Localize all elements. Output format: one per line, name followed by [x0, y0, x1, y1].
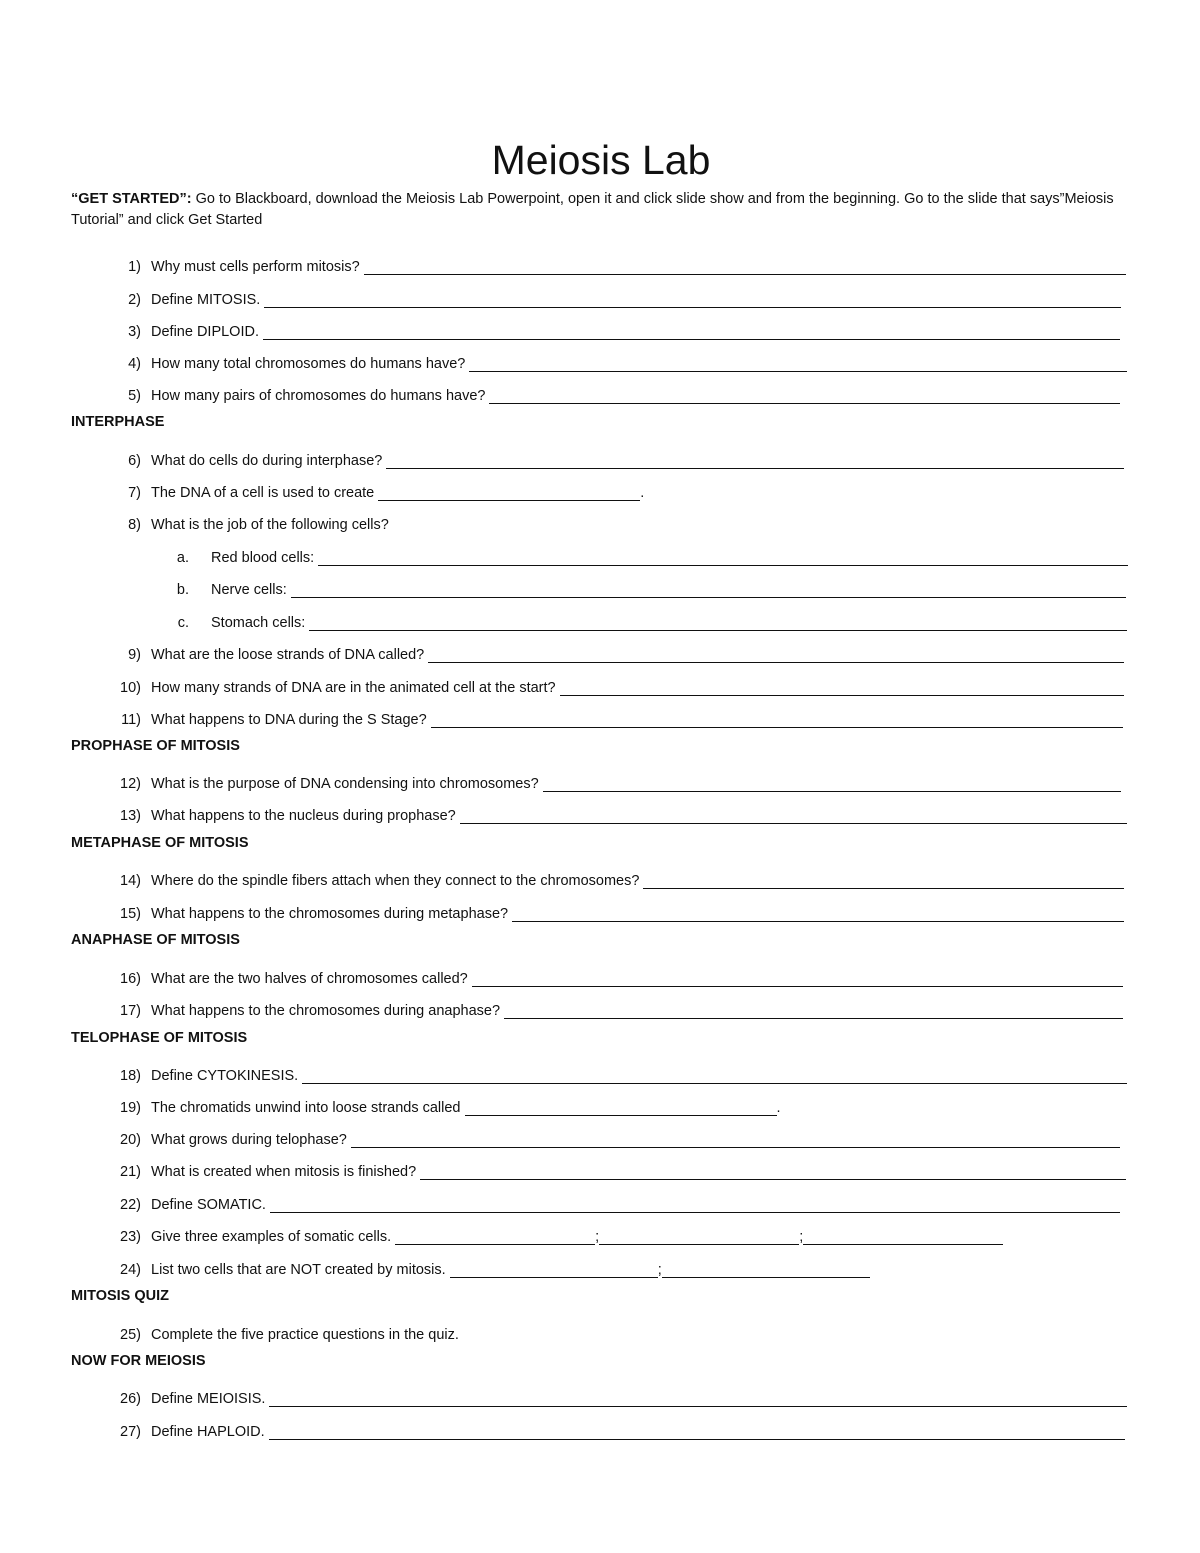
answer-blank[interactable] — [351, 1132, 1120, 1148]
question-text: What happens to DNA during the S Stage? — [151, 712, 427, 728]
separator: ; — [657, 1262, 662, 1278]
question-26 — [71, 1385, 1127, 1407]
question-text: What happens to the chromosomes during anaphase? — [151, 1003, 501, 1019]
question-number: 2) — [128, 292, 141, 308]
question-25 — [71, 1321, 459, 1343]
answer-blank[interactable] — [512, 906, 1124, 922]
answer-blank-2[interactable] — [662, 1262, 870, 1278]
question-text: What do cells do during interphase? — [151, 453, 383, 469]
answer-blank[interactable] — [263, 324, 1120, 340]
answer-blank[interactable] — [269, 1391, 1127, 1407]
question-text: Define MITOSIS. — [151, 292, 261, 308]
question-text: What is the job of the following cells? — [151, 517, 389, 533]
page-title: Meiosis Lab — [491, 137, 711, 183]
question-number: 7) — [128, 485, 141, 501]
answer-blank-1[interactable] — [395, 1229, 595, 1245]
answer-blank[interactable] — [643, 873, 1124, 889]
question-number: 25) — [120, 1327, 141, 1343]
question-text: What is the purpose of DNA condensing into chromosomes? — [151, 776, 539, 792]
question-12 — [71, 770, 1121, 792]
question-text: The chromatids unwind into loose strands called — [151, 1100, 461, 1116]
question-number: 9) — [128, 647, 141, 663]
answer-blank[interactable] — [364, 259, 1126, 275]
answer-blank-3[interactable] — [803, 1229, 1003, 1245]
answer-blank[interactable] — [560, 680, 1124, 696]
answer-blank[interactable] — [291, 582, 1126, 598]
answer-blank[interactable] — [460, 808, 1127, 824]
answer-blank[interactable] — [264, 292, 1121, 308]
question-19 — [71, 1094, 781, 1116]
question-number: 22) — [120, 1197, 141, 1213]
sentence-period: . — [640, 485, 645, 501]
question-number: 14) — [120, 873, 141, 889]
question-number: 17) — [120, 1003, 141, 1019]
question-text: Define HAPLOID. — [151, 1424, 265, 1440]
question-number: 20) — [120, 1132, 141, 1148]
question-number: 21) — [120, 1164, 141, 1180]
question-text: Complete the five practice questions in the quiz. — [151, 1327, 459, 1343]
question-number: 3) — [128, 324, 141, 340]
answer-blank[interactable] — [489, 388, 1120, 404]
question-number: 19) — [120, 1100, 141, 1116]
question-1 — [71, 253, 1126, 275]
question-11 — [71, 706, 1123, 728]
question-number: 4) — [128, 356, 141, 372]
question-text: How many pairs of chromosomes do humans have? — [151, 388, 486, 404]
question-text: Stomach cells: — [211, 615, 306, 631]
question-24 — [71, 1256, 870, 1278]
question-letter: a. — [176, 550, 189, 566]
question-text: What happens to the nucleus during prophase? — [151, 808, 456, 824]
question-number: 18) — [120, 1068, 141, 1084]
answer-blank[interactable] — [420, 1164, 1126, 1180]
question-text: Where do the spindle fibers attach when they connect to the chromosomes? — [151, 873, 640, 889]
intro-instructions — [71, 189, 1129, 231]
question-text: The DNA of a cell is used to create — [151, 485, 375, 501]
question-text: Define MEIOISIS. — [151, 1391, 266, 1407]
answer-blank[interactable] — [428, 647, 1124, 663]
question-number: 1) — [128, 259, 141, 275]
question-8 — [71, 511, 389, 533]
question-23 — [71, 1223, 1003, 1245]
answer-blank[interactable] — [318, 550, 1128, 566]
question-text: What are the loose strands of DNA called? — [151, 647, 425, 663]
question-4 — [71, 350, 1127, 372]
answer-blank-2[interactable] — [599, 1229, 799, 1245]
question-number: 26) — [120, 1391, 141, 1407]
sentence-period: . — [776, 1100, 781, 1116]
question-number: 8) — [128, 517, 141, 533]
answer-blank[interactable] — [431, 712, 1123, 728]
intro-label: “GET STARTED”: — [71, 191, 192, 207]
answer-blank[interactable] — [386, 453, 1124, 469]
question-number: 24) — [120, 1262, 141, 1278]
question-20 — [71, 1126, 1120, 1148]
question-number: 6) — [128, 453, 141, 469]
question-text: Define DIPLOID. — [151, 324, 259, 340]
question-9 — [71, 641, 1124, 663]
question-text: What is created when mitosis is finished? — [151, 1164, 417, 1180]
question-21 — [71, 1158, 1126, 1180]
answer-blank[interactable] — [504, 1003, 1123, 1019]
question-3 — [71, 318, 1120, 340]
answer-blank[interactable] — [302, 1068, 1127, 1084]
separator: ; — [799, 1229, 804, 1245]
question-8c — [71, 609, 1127, 631]
question-number: 15) — [120, 906, 141, 922]
question-text: How many total chromosomes do humans have? — [151, 356, 466, 372]
question-number: 23) — [120, 1229, 141, 1245]
question-letter: c. — [177, 615, 189, 631]
question-text: Define CYTOKINESIS. — [151, 1068, 299, 1084]
question-text: How many strands of DNA are in the animated cell at the start? — [151, 680, 556, 696]
question-number: 5) — [128, 388, 141, 404]
question-text: Nerve cells: — [211, 582, 287, 598]
question-text: Define SOMATIC. — [151, 1197, 266, 1213]
question-10 — [71, 674, 1124, 696]
question-number: 12) — [120, 776, 141, 792]
answer-blank-1[interactable] — [450, 1262, 658, 1278]
question-18 — [71, 1062, 1127, 1084]
section-heading-metaphase: METAPHASE OF MITOSIS — [71, 835, 249, 851]
question-letter: b. — [176, 582, 189, 598]
answer-blank[interactable] — [309, 615, 1127, 631]
question-22 — [71, 1191, 1120, 1213]
section-heading-prophase: PROPHASE OF MITOSIS — [71, 738, 240, 754]
question-8b — [71, 576, 1126, 598]
question-text: What happens to the chromosomes during metaphase? — [151, 906, 509, 922]
separator: ; — [595, 1229, 600, 1245]
question-17 — [71, 997, 1123, 1019]
answer-blank[interactable] — [269, 1424, 1125, 1440]
question-number: 10) — [120, 680, 141, 696]
question-13 — [71, 802, 1127, 824]
question-number: 27) — [120, 1424, 141, 1440]
question-2 — [71, 286, 1121, 308]
section-heading-quiz: MITOSIS QUIZ — [71, 1288, 170, 1304]
question-15 — [71, 900, 1124, 922]
question-text: What grows during telophase? — [151, 1132, 347, 1148]
answer-blank[interactable] — [378, 485, 640, 501]
section-heading-interphase: INTERPHASE — [71, 414, 165, 430]
intro-text: Go to Blackboard, download the Meiosis Lab Powerpoint, open it and click slide show and from the beginning. Go to the slide that says”Meiosis Tutorial” and click Get Started — [71, 191, 1114, 228]
question-text: What are the two halves of chromosomes called? — [151, 971, 468, 987]
question-number: 16) — [120, 971, 141, 987]
answer-blank[interactable] — [465, 1100, 777, 1116]
question-14 — [71, 867, 1124, 889]
question-16 — [71, 965, 1123, 987]
answer-blank[interactable] — [472, 971, 1123, 987]
question-text: Red blood cells: — [211, 550, 315, 566]
answer-blank[interactable] — [469, 356, 1127, 372]
section-heading-telophase: TELOPHASE OF MITOSIS — [71, 1030, 248, 1046]
question-27 — [71, 1418, 1125, 1440]
question-5 — [71, 382, 1120, 404]
question-text: Give three examples of somatic cells. — [151, 1229, 392, 1245]
question-number: 11) — [121, 712, 141, 728]
section-heading-anaphase: ANAPHASE OF MITOSIS — [71, 932, 240, 948]
question-text: List two cells that are NOT created by mitosis. — [151, 1262, 446, 1278]
question-7 — [71, 479, 644, 501]
answer-blank[interactable] — [270, 1197, 1120, 1213]
question-number: 13) — [120, 808, 141, 824]
question-6 — [71, 447, 1124, 469]
answer-blank[interactable] — [543, 776, 1121, 792]
question-text: Why must cells perform mitosis? — [151, 259, 360, 275]
question-8a — [71, 544, 1128, 566]
section-heading-meiosis: NOW FOR MEIOSIS — [71, 1353, 206, 1369]
